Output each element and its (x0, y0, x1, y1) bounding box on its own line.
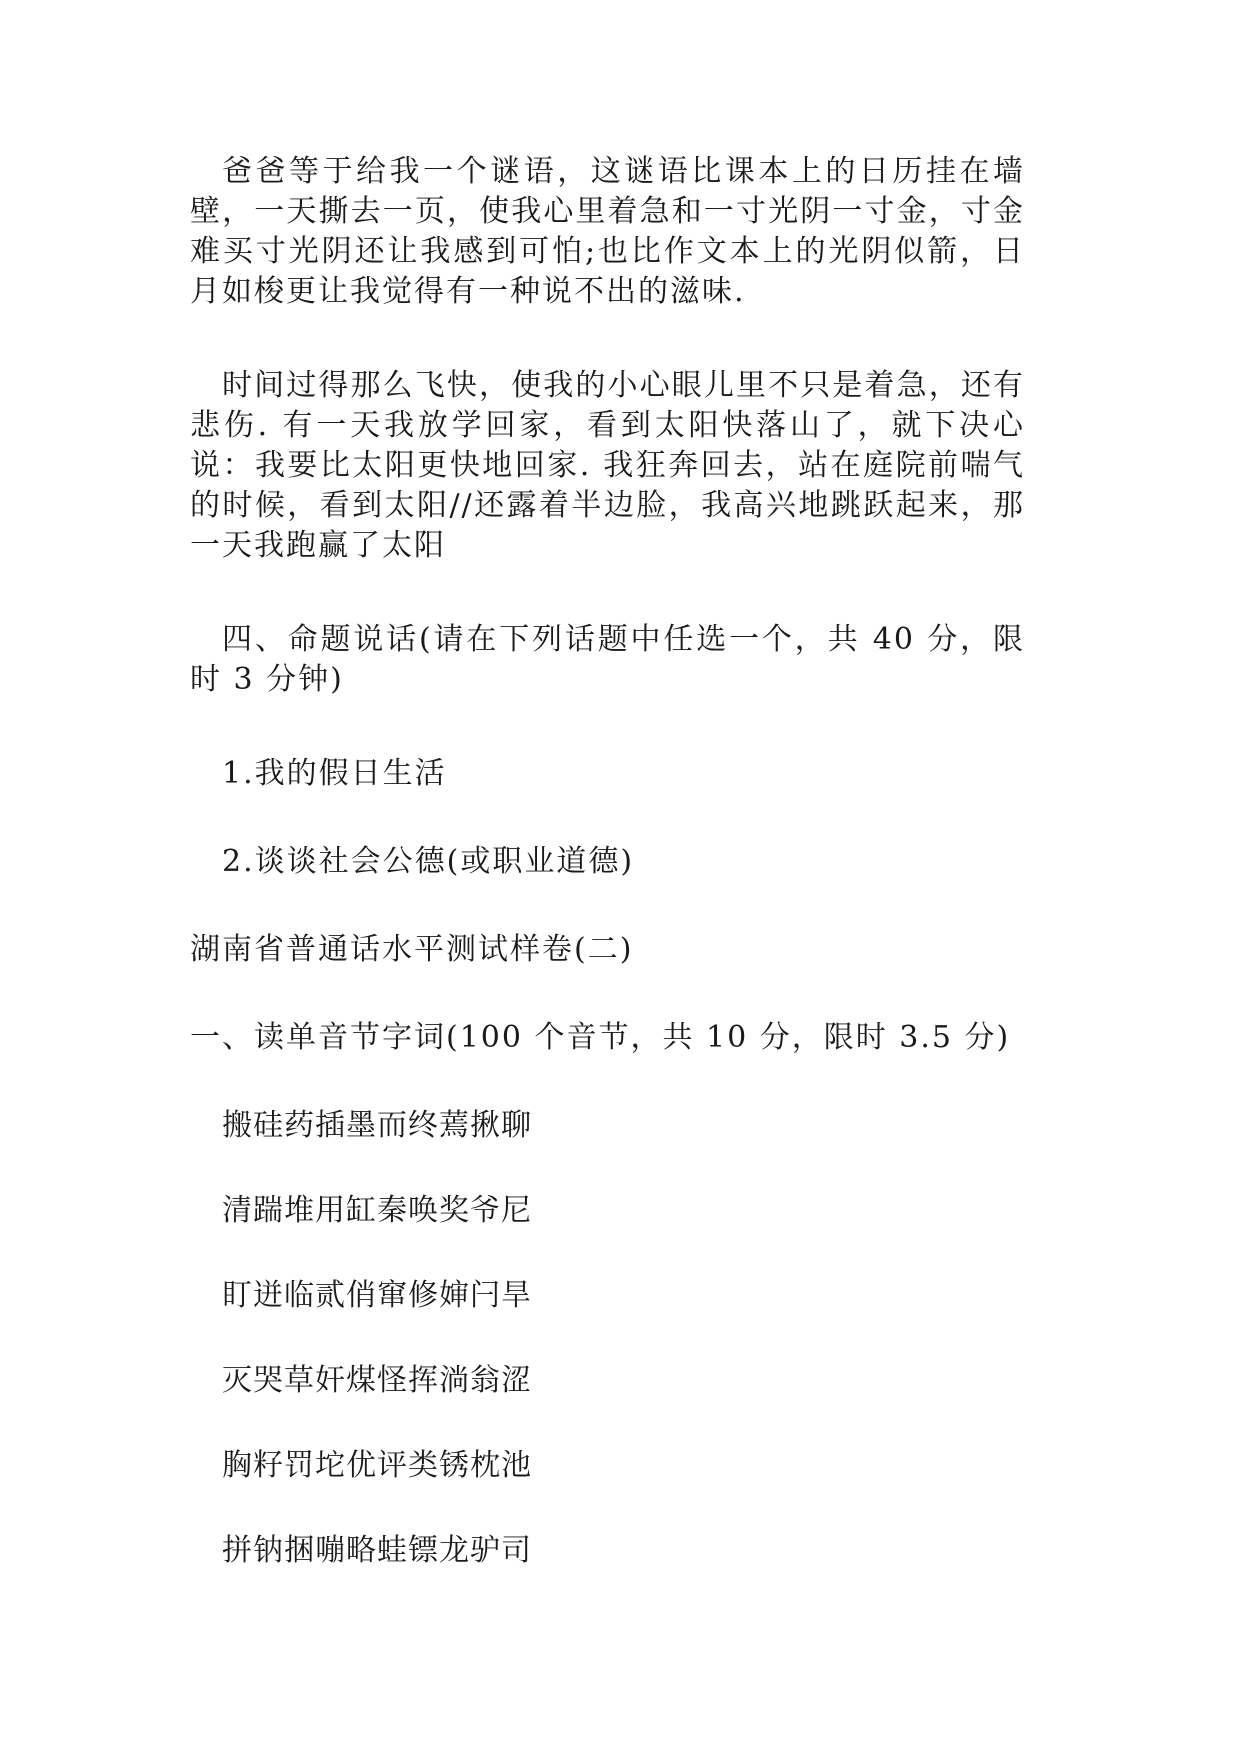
char-row: 胸籽罚坨优评类锈枕池 (222, 1448, 532, 1483)
document-body (190, 152, 1025, 1616)
char-row: 灭哭草奸煤怪挥淌翁涩 (222, 1363, 532, 1398)
char-row: 拼钠捆嘣略蛙镖龙驴司 (222, 1533, 532, 1568)
char-row: 搬硅药插墨而终蔫揪聊 (222, 1108, 532, 1143)
section-title: 湖南省普通话水平测试样卷(二) (190, 932, 634, 967)
paragraph-race-the-sun: 时间过得那么飞快，使我的小心眼儿里不只是着急，还有悲伤. 有一天我放学回家，看到太阳快落山了，就下决心说：我要比太阳更快地回家. 我狂奔回去，站在庭院前喘气的时候，看到太阳//还露着半边脸，我高兴地跳跃起来，那一天我跑赢了太阳 (190, 368, 1025, 563)
section-four-instructions: 四、命题说话(请在下列话题中任选一个，共 40 分，限时 3 分钟) (190, 622, 1025, 697)
char-row: 清踹堆用缸秦唤奖爷尼 (222, 1193, 532, 1228)
paragraph-riddle: 爸爸等于给我一个谜语，这谜语比课本上的日历挂在墙壁，一天撕去一页，使我心里着急和一寸光阴一寸金，寸金难买寸光阴还让我感到可怕;也比作文本上的光阴似箭，日月如梭更让我觉得有一种说不出的滋味. (190, 154, 1025, 309)
topic-item: 1.我的假日生活 (222, 756, 447, 791)
topic-item: 2.谈谈社会公德(或职业道德) (222, 844, 635, 879)
char-row: 盯迸临贰俏窜修婶闩旱 (222, 1278, 532, 1313)
part-one-heading: 一、读单音节字词(100 个音节，共 10 分，限时 3.5 分) (190, 1020, 1011, 1055)
